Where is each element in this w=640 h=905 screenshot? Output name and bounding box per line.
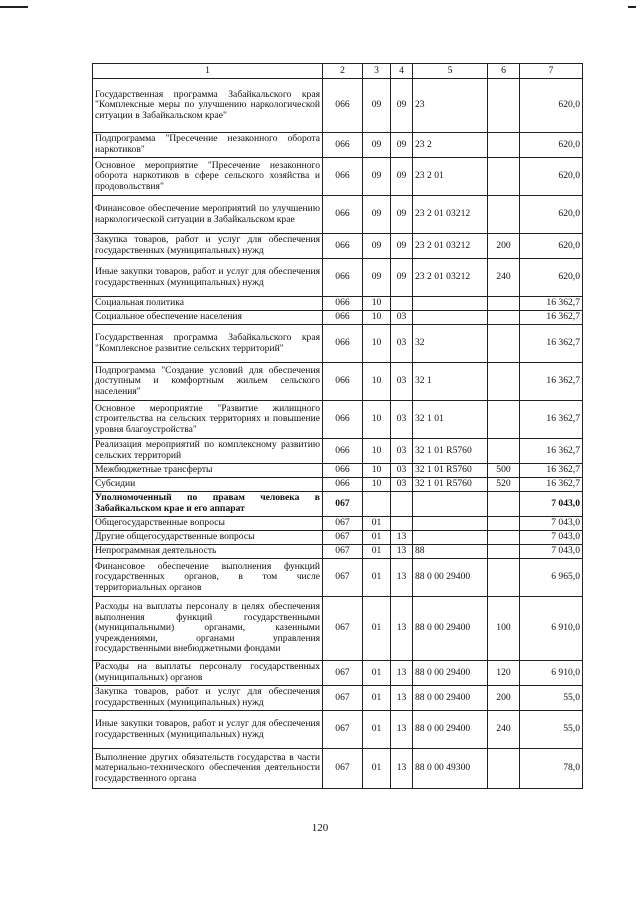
- table-row: [93, 711, 583, 749]
- subsection-cell: 09: [391, 234, 413, 259]
- ministry-code-cell: 066: [323, 478, 363, 492]
- table-row: [93, 464, 583, 478]
- row-name-cell: Иные закупки товаров, работ и услуг для обеспечения государственных (муниципальных) нужд: [93, 711, 323, 749]
- expense-type-cell: [488, 79, 520, 133]
- subsection-cell: 13: [391, 545, 413, 559]
- amount-cell: 55,0: [520, 686, 583, 711]
- subsection-cell: 13: [391, 749, 413, 789]
- expense-type-cell: 520: [488, 478, 520, 492]
- amount-cell: 6 910,0: [520, 597, 583, 661]
- target-article-cell: 88 0 00 29400: [413, 559, 488, 597]
- subsection-cell: [391, 517, 413, 531]
- amount-cell: 620,0: [520, 196, 583, 234]
- ministry-code-cell: 067: [323, 661, 363, 686]
- expense-type-cell: [488, 297, 520, 311]
- budget-table: [92, 63, 583, 789]
- amount-cell: 7 043,0: [520, 492, 583, 517]
- amount-cell: 16 362,7: [520, 297, 583, 311]
- amount-cell: 16 362,7: [520, 401, 583, 439]
- table-row: [93, 478, 583, 492]
- amount-cell: 7 043,0: [520, 517, 583, 531]
- amount-cell: 78,0: [520, 749, 583, 789]
- section-cell: 10: [363, 311, 391, 325]
- table-row: [93, 661, 583, 686]
- column-header: 7: [520, 64, 583, 79]
- table-row: [93, 686, 583, 711]
- expense-type-cell: [488, 439, 520, 464]
- expense-type-cell: 200: [488, 234, 520, 259]
- table-row: [93, 363, 583, 401]
- target-article-cell: [413, 311, 488, 325]
- section-cell: 01: [363, 749, 391, 789]
- subsection-cell: 03: [391, 325, 413, 363]
- ministry-code-cell: 066: [323, 234, 363, 259]
- target-article-cell: 32 1: [413, 363, 488, 401]
- subsection-cell: 03: [391, 401, 413, 439]
- section-cell: 09: [363, 133, 391, 158]
- expense-type-cell: [488, 401, 520, 439]
- column-header: 3: [363, 64, 391, 79]
- row-name-cell: Закупка товаров, работ и услуг для обеспечения государственных (муниципальных) нужд: [93, 234, 323, 259]
- ministry-code-cell: 067: [323, 531, 363, 545]
- table-row: [93, 196, 583, 234]
- target-article-cell: 23 2: [413, 133, 488, 158]
- row-name-cell: Подпрограмма "Создание условий для обеспечения доступным и комфортным жильем сельского населения": [93, 363, 323, 401]
- table-row: [93, 545, 583, 559]
- ministry-code-cell: 066: [323, 158, 363, 196]
- table-row: [93, 597, 583, 661]
- section-cell: 10: [363, 363, 391, 401]
- column-header: 6: [488, 64, 520, 79]
- amount-cell: 16 362,7: [520, 464, 583, 478]
- expense-type-cell: 100: [488, 597, 520, 661]
- amount-cell: 16 362,7: [520, 439, 583, 464]
- table-row: [93, 492, 583, 517]
- row-name-cell: Расходы на выплаты персоналу государственных (муниципальных) органов: [93, 661, 323, 686]
- row-name-cell: Государственная программа Забайкальского края "Комплексное развитие сельских территорий": [93, 325, 323, 363]
- row-name-cell: Межбюджетные трансферты: [93, 464, 323, 478]
- table-row: [93, 311, 583, 325]
- section-cell: 09: [363, 259, 391, 297]
- expense-type-cell: [488, 749, 520, 789]
- subsection-cell: 13: [391, 686, 413, 711]
- expense-type-cell: [488, 363, 520, 401]
- expense-type-cell: [488, 133, 520, 158]
- table-row: [93, 325, 583, 363]
- page-number: 120: [311, 822, 329, 834]
- target-article-cell: 23 2 01: [413, 158, 488, 196]
- section-cell: 01: [363, 559, 391, 597]
- expense-type-cell: [488, 531, 520, 545]
- table-row: [93, 439, 583, 464]
- row-name-cell: Другие общегосударственные вопросы: [93, 531, 323, 545]
- subsection-cell: 03: [391, 464, 413, 478]
- section-cell: 09: [363, 234, 391, 259]
- expense-type-cell: [488, 559, 520, 597]
- subsection-cell: 03: [391, 478, 413, 492]
- ministry-code-cell: 066: [323, 439, 363, 464]
- amount-cell: 620,0: [520, 259, 583, 297]
- column-header: 5: [413, 64, 488, 79]
- subsection-cell: [391, 297, 413, 311]
- expense-type-cell: [488, 492, 520, 517]
- table-body: [93, 79, 583, 789]
- expense-type-cell: [488, 311, 520, 325]
- amount-cell: 16 362,7: [520, 363, 583, 401]
- expense-type-cell: 240: [488, 711, 520, 749]
- row-name-cell: Основное мероприятие "Развитие жилищного строительства на сельских территориях и повышение уровня благоустройства": [93, 401, 323, 439]
- expense-type-cell: [488, 517, 520, 531]
- section-cell: 01: [363, 661, 391, 686]
- target-article-cell: 23 2 01 03212: [413, 234, 488, 259]
- row-name-cell: Социальная политика: [93, 297, 323, 311]
- target-article-cell: 32 1 01 R5760: [413, 439, 488, 464]
- column-header: 4: [391, 64, 413, 79]
- expense-type-cell: [488, 158, 520, 196]
- subsection-cell: 13: [391, 661, 413, 686]
- ministry-code-cell: 067: [323, 559, 363, 597]
- expense-type-cell: 200: [488, 686, 520, 711]
- target-article-cell: 88: [413, 545, 488, 559]
- amount-cell: 620,0: [520, 234, 583, 259]
- expense-type-cell: [488, 196, 520, 234]
- ministry-code-cell: 067: [323, 597, 363, 661]
- target-article-cell: 88 0 00 29400: [413, 686, 488, 711]
- section-cell: 10: [363, 478, 391, 492]
- row-name-cell: Финансовое обеспечение мероприятий по улучшению наркологической ситуации в Забайкальском крае: [93, 196, 323, 234]
- amount-cell: 6 965,0: [520, 559, 583, 597]
- target-article-cell: 88 0 00 29400: [413, 711, 488, 749]
- ministry-code-cell: 067: [323, 492, 363, 517]
- amount-cell: 6 910,0: [520, 661, 583, 686]
- row-name-cell: Субсидии: [93, 478, 323, 492]
- subsection-cell: 09: [391, 79, 413, 133]
- subsection-cell: 13: [391, 559, 413, 597]
- section-cell: 01: [363, 686, 391, 711]
- target-article-cell: [413, 297, 488, 311]
- subsection-cell: 03: [391, 363, 413, 401]
- amount-cell: 620,0: [520, 133, 583, 158]
- section-cell: 01: [363, 597, 391, 661]
- section-cell: 09: [363, 196, 391, 234]
- row-name-cell: Закупка товаров, работ и услуг для обеспечения государственных (муниципальных) нужд: [93, 686, 323, 711]
- table-row: [93, 79, 583, 133]
- target-article-cell: 88 0 00 29400: [413, 661, 488, 686]
- amount-cell: 7 043,0: [520, 545, 583, 559]
- expense-type-cell: [488, 325, 520, 363]
- expense-type-cell: 120: [488, 661, 520, 686]
- row-name-cell: Основное мероприятие "Пресечение незаконного оборота наркотиков в сфере сельского хозяйства и продовольствия": [93, 158, 323, 196]
- column-header: 1: [93, 64, 323, 79]
- subsection-cell: 13: [391, 531, 413, 545]
- table-row: [93, 401, 583, 439]
- row-name-cell: Расходы на выплаты персоналу в целях обеспечения выполнения функций государственными (муниципальными) органами, казенными учреждениями, органами управления государственными внебюджетными фондами: [93, 597, 323, 661]
- ministry-code-cell: 067: [323, 686, 363, 711]
- row-name-cell: Подпрограмма "Пресечение незаконного оборота наркотиков": [93, 133, 323, 158]
- row-name-cell: Уполномоченный по правам человека в Забайкальском крае и его аппарат: [93, 492, 323, 517]
- section-cell: 10: [363, 325, 391, 363]
- ministry-code-cell: 066: [323, 79, 363, 133]
- table-row: [93, 259, 583, 297]
- table-row: [93, 297, 583, 311]
- ministry-code-cell: 067: [323, 749, 363, 789]
- subsection-cell: [391, 492, 413, 517]
- section-cell: 09: [363, 158, 391, 196]
- row-name-cell: Непрограммная деятельность: [93, 545, 323, 559]
- ministry-code-cell: 067: [323, 517, 363, 531]
- section-cell: 01: [363, 711, 391, 749]
- section-cell: [363, 492, 391, 517]
- subsection-cell: 03: [391, 311, 413, 325]
- target-article-cell: 32 1 01 R5760: [413, 464, 488, 478]
- subsection-cell: 09: [391, 259, 413, 297]
- row-name-cell: Социальное обеспечение населения: [93, 311, 323, 325]
- scan-mark-left: [0, 6, 28, 8]
- amount-cell: 16 362,7: [520, 478, 583, 492]
- amount-cell: 16 362,7: [520, 325, 583, 363]
- table-row: [93, 133, 583, 158]
- target-article-cell: 23 2 01 03212: [413, 259, 488, 297]
- ministry-code-cell: 066: [323, 133, 363, 158]
- ministry-code-cell: 066: [323, 259, 363, 297]
- ministry-code-cell: 066: [323, 196, 363, 234]
- target-article-cell: 32 1 01: [413, 401, 488, 439]
- table-row: [93, 517, 583, 531]
- subsection-cell: 13: [391, 597, 413, 661]
- subsection-cell: 13: [391, 711, 413, 749]
- row-name-cell: Иные закупки товаров, работ и услуг для обеспечения государственных (муниципальных) нужд: [93, 259, 323, 297]
- table-row: [93, 559, 583, 597]
- target-article-cell: 88 0 00 29400: [413, 597, 488, 661]
- section-cell: 10: [363, 439, 391, 464]
- target-article-cell: 23 2 01 03212: [413, 196, 488, 234]
- target-article-cell: [413, 517, 488, 531]
- section-cell: 10: [363, 464, 391, 478]
- ministry-code-cell: 066: [323, 297, 363, 311]
- target-article-cell: 88 0 00 49300: [413, 749, 488, 789]
- row-name-cell: Выполнение других обязательств государства в части материально-технического обеспечения деятельности государственного органа: [93, 749, 323, 789]
- ministry-code-cell: 066: [323, 464, 363, 478]
- amount-cell: 620,0: [520, 79, 583, 133]
- ministry-code-cell: 067: [323, 545, 363, 559]
- row-name-cell: Реализация мероприятий по комплексному развитию сельских территорий: [93, 439, 323, 464]
- table-row: [93, 749, 583, 789]
- table-row: [93, 234, 583, 259]
- amount-cell: 620,0: [520, 158, 583, 196]
- target-article-cell: [413, 531, 488, 545]
- subsection-cell: 09: [391, 196, 413, 234]
- table-row: [93, 158, 583, 196]
- row-name-cell: Общегосударственные вопросы: [93, 517, 323, 531]
- table-row: [93, 531, 583, 545]
- ministry-code-cell: 066: [323, 325, 363, 363]
- subsection-cell: 09: [391, 133, 413, 158]
- ministry-code-cell: 066: [323, 363, 363, 401]
- scan-mark-right: [628, 6, 636, 8]
- section-cell: 01: [363, 517, 391, 531]
- section-cell: 09: [363, 79, 391, 133]
- row-name-cell: Финансовое обеспечение выполнения функций государственных органов, в том числе территориальных органов: [93, 559, 323, 597]
- target-article-cell: 32: [413, 325, 488, 363]
- target-article-cell: 23: [413, 79, 488, 133]
- subsection-cell: 03: [391, 439, 413, 464]
- section-cell: 10: [363, 297, 391, 311]
- target-article-cell: [413, 492, 488, 517]
- ministry-code-cell: 066: [323, 311, 363, 325]
- target-article-cell: 32 1 01 R5760: [413, 478, 488, 492]
- row-name-cell: Государственная программа Забайкальского края "Комплексные меры по улучшению наркологической ситуации в Забайкальском крае": [93, 79, 323, 133]
- subsection-cell: 09: [391, 158, 413, 196]
- section-cell: 10: [363, 401, 391, 439]
- section-cell: 01: [363, 531, 391, 545]
- section-cell: 01: [363, 545, 391, 559]
- expense-type-cell: 240: [488, 259, 520, 297]
- expense-type-cell: 500: [488, 464, 520, 478]
- column-header: 2: [323, 64, 363, 79]
- amount-cell: 55,0: [520, 711, 583, 749]
- ministry-code-cell: 066: [323, 401, 363, 439]
- expense-type-cell: [488, 545, 520, 559]
- amount-cell: 16 362,7: [520, 311, 583, 325]
- ministry-code-cell: 067: [323, 711, 363, 749]
- table-header-row: [93, 64, 583, 79]
- amount-cell: 7 043,0: [520, 531, 583, 545]
